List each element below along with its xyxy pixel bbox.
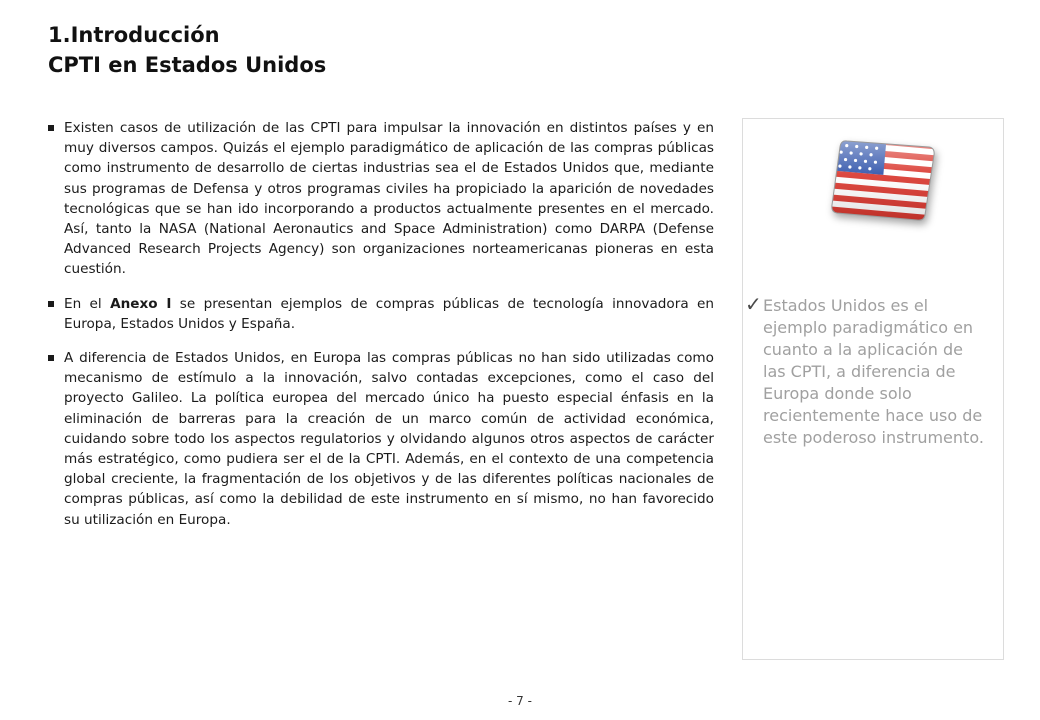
us-flag-icon: [829, 133, 939, 225]
page-number: - 7 -: [508, 694, 532, 708]
bullet-icon: [48, 355, 54, 361]
title-line-2: CPTI en Estados Unidos: [48, 53, 327, 77]
sidebar-callout: [742, 118, 1004, 660]
bullet-icon: [48, 125, 54, 131]
list-item: [48, 348, 714, 530]
paragraph-text: Existen casos de utilización de las CPTI para impulsar la innovación en distintos países y en muy diversos campos. Quizás el ejemplo paradigmático de aplicación de las compras públicas como instrumento de desarrollo de ciertas industrias sea el de Estados Unidos que, mediante sus programas de Defensa y otros programas civiles ha propiciado la aparición de novedades tecnológicas que se han ido incorporando a productos actualmente presentes en el mercado. Así, tanto la NASA (National Aeronautics and Space Administration) como DARPA (Defense Advanced Research Projects Agency) son organizaciones norteamericanas pioneras en esta cuestión.: [64, 120, 714, 278]
list-item: [48, 118, 714, 280]
paragraph-text: A diferencia de Estados Unidos, en Europa las compras públicas no han sido utilizadas como mecanismo de estímulo a la innovación, salvo contadas excepciones, como el caso del proyecto Galileo. La política europea del mercado único ha puesto especial énfasis en la eliminación de barreras para la creación de un marco común de actividad económica, cuidando sobre todo los aspectos regulatorios y olvidando algunos otros aspectos de carácter más estratégico, como pudiera ser el de la CPTI. Además, en el contexto de una competencia global creciente, la fragmentación de los objetivos y de las diferentes políticas nacionales de compras públicas, así como la debilidad de este instrumento en sí mismo, no han favorecido su utilización en Europa.: [64, 350, 714, 528]
sidebar-note-text: Estados Unidos es el ejemplo paradigmático en cuanto a la aplicación de las CPTI, a diferencia de Europa donde solo recientemente hace uso de este poderoso instrumento.: [763, 296, 984, 447]
title-line-1: 1.Introducción: [48, 23, 220, 47]
paragraph-text-start: En el: [64, 295, 111, 312]
checkmark-icon: ✓: [745, 292, 762, 316]
list-item: [48, 294, 714, 334]
sidebar-note: [745, 292, 989, 449]
annex-reference: Anexo I: [110, 295, 172, 312]
paragraph-text-end: se presentan ejemplos de compras públicas de tecnología innovadora en Europa, Estados Unidos y España.: [64, 295, 714, 332]
page-title: [48, 20, 326, 80]
main-content: [48, 118, 714, 544]
bullet-icon: [48, 301, 54, 307]
